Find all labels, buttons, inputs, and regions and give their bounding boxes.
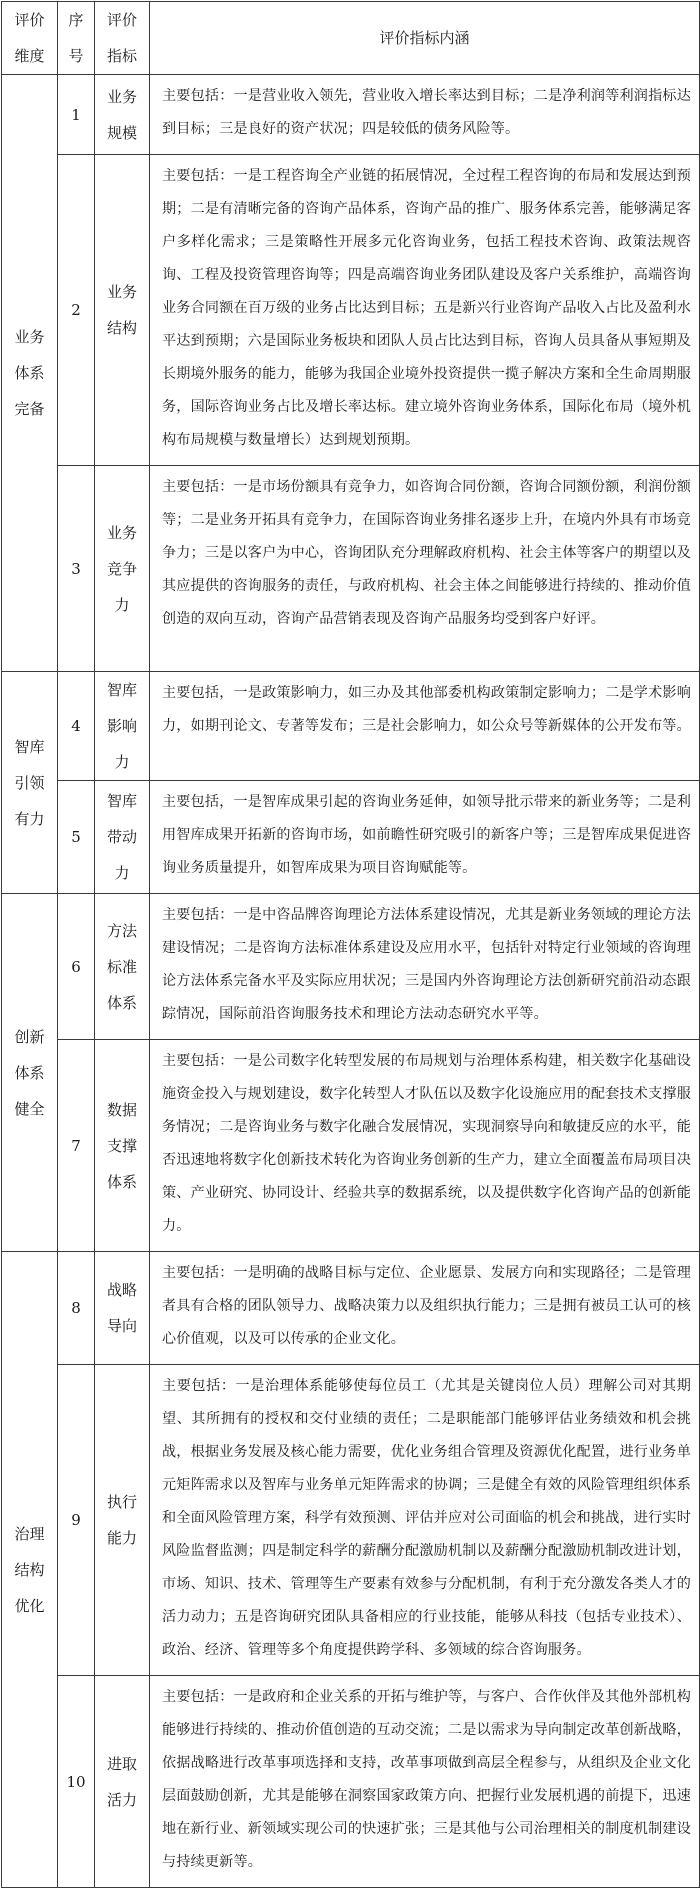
table-row (2, 155, 700, 466)
row-number: 8 (58, 1252, 95, 1365)
indicator-content: 主要包括：一是市场份额具有竞争力，如咨询合同份额，咨询合同额份额，利润份额等；二是业务开拓具有竞争力，在国际咨询业务排名逐步上升，在境内外具有市场竞争力；三是以客户为中心，咨询团队充分理解政府机构、社会主体等客户的期望以及其应提供的咨询服务的责任，与政府机构、社会主体之间能够进行持续的、推动价值创造的双向互动，咨询产品营销表现及咨询产品服务均受到客户好评。 (150, 466, 700, 672)
evaluation-table-container (1, 1, 699, 1888)
indicator-cell: 方法 标准 体系 (95, 894, 150, 1040)
header-content: 评价指标内涵 (150, 2, 700, 75)
indicator-cell: 智库 带动 力 (95, 781, 150, 894)
indicator-content: 主要包括：一是工程咨询全产业链的拓展情况，全过程工程咨询的布局和发展达到预期；二是有清晰完备的咨询产品体系，咨询产品的推广、服务体系完善，能够满足客户多样化需求；三是策略性开展多元化咨询业务，包括工程技术咨询、政策法规咨询、工程及投资管理咨询等；四是高端咨询业务团队建设及客户关系维护，高端咨询业务合同额在百万级的业务占比达到目标；五是新兴行业咨询产品收入占比及盈利水平达到预期；六是国际业务板块和团队人员占比达到目标，咨询人员具备从事短期及长期境外服务的能力，能够为我国企业境外投资提供一揽子解决方案和全生命周期服务，国际咨询业务占比及增长率达标。建立境外咨询业务体系，国际化布局（境外机构布局规模与数量增长）达到规划预期。 (150, 155, 700, 466)
indicator-content: 主要包括：一是政府和企业关系的开拓与维护等，与客户、合作伙伴及其他外部机构能够进行持续的、推动价值创造的互动交流；二是以需求为导向制定改革创新战略，依据战略进行改革事项选择和支持，改革事项做到高层全程参与，从组织及企业文化层面鼓励创新，尤其是能够在洞察国家政策方向、把握行业发展机遇的前提下，迅速地在新行业、新领域实现公司的快速扩张；三是其他与公司治理相关的制度机制建设与持续更新等。 (150, 1676, 700, 1888)
indicator-content: 主要包括：一是营业收入领先，营业收入增长率达到目标；二是净利润等利润指标达到目标；三是良好的资产状况；四是较低的债务风险等。 (150, 75, 700, 155)
row-number: 1 (58, 75, 95, 155)
table-row (2, 1040, 700, 1252)
dimension-cell: 业务 体系 完备 (2, 75, 58, 672)
header-dimension: 评价 维度 (2, 2, 58, 75)
row-number: 10 (58, 1676, 95, 1888)
indicator-cell: 智库 影响 力 (95, 672, 150, 781)
table-row (2, 781, 700, 894)
evaluation-index-table (1, 1, 700, 1888)
table-row (2, 466, 700, 672)
table-row (2, 75, 700, 155)
dimension-cell: 智库 引领 有力 (2, 672, 58, 894)
indicator-cell: 业务 竞争 力 (95, 466, 150, 672)
indicator-content: 主要包括：一是治理体系能够使每位员工（尤其是关键岗位人员）理解公司对其期望、其所拥有的授权和交付业绩的责任；二是职能部门能够评估业务绩效和机会挑战，根据业务发展及核心能力需要，优化业务组合管理及资源优化配置，进行业务单元矩阵需求以及智库与业务单元矩阵需求的协调；三是健全有效的风险管理组织体系和全面风险管理方案，科学有效预测、评估并应对公司面临的机会和挑战，进行实时风险监督监测；四是制定科学的薪酬分配激励机制以及薪酬分配激励机制改进计划，市场、知识、技术、管理等生产要素有效参与分配机制，有利于充分激发各类人才的活力动力；五是咨询研究团队具备相应的行业技能，能够从科技（包括专业技术）、政治、经济、管理等多个角度提供跨学科、多领域的综合咨询服务。 (150, 1365, 700, 1676)
dimension-cell: 创新 体系 健全 (2, 894, 58, 1252)
indicator-cell: 战略 导向 (95, 1252, 150, 1365)
table-row (2, 1676, 700, 1888)
indicator-content: 主要包括，一是政策影响力，如三办及其他部委机构政策制定影响力；二是学术影响力，如期刊论文、专著等发布；三是社会影响力，如公众号等新媒体的公开发布等。 (150, 672, 700, 781)
row-number: 3 (58, 466, 95, 672)
indicator-cell: 进取 活力 (95, 1676, 150, 1888)
indicator-content: 主要包括：一是中咨品牌咨询理论方法体系建设情况，尤其是新业务领域的理论方法建设情况；二是咨询方法标准体系建设及应用水平，包括针对特定行业领域的咨询理论方法体系完备水平及实际应用状况；三是国内外咨询理论方法创新研究前沿动态跟踪情况，国际前沿咨询服务技术和理论方法动态研究水平等。 (150, 894, 700, 1040)
indicator-content: 主要包括：一是明确的战略目标与定位、企业愿景、发展方向和实现路径；二是管理者具有合格的团队领导力、战略决策力以及组织执行能力；三是拥有被员工认可的核心价值观，以及可以传承的企业文化。 (150, 1252, 700, 1365)
indicator-content: 主要包括，一是智库成果引起的咨询业务延伸，如领导批示带来的新业务等；二是利用智库成果开拓新的咨询市场，如前瞻性研究吸引的新客户等；三是智库成果促进咨询业务质量提升，如智库成果为项目咨询赋能等。 (150, 781, 700, 894)
row-number: 2 (58, 155, 95, 466)
table-row (2, 1365, 700, 1676)
indicator-cell: 执行 能力 (95, 1365, 150, 1676)
header-row (2, 2, 700, 75)
table-row (2, 894, 700, 1040)
row-number: 9 (58, 1365, 95, 1676)
row-number: 6 (58, 894, 95, 1040)
indicator-cell: 数据 支撑 体系 (95, 1040, 150, 1252)
dimension-cell: 治理 结构 优化 (2, 1252, 58, 1888)
row-number: 7 (58, 1040, 95, 1252)
row-number: 5 (58, 781, 95, 894)
header-index: 序 号 (58, 2, 95, 75)
table-row (2, 1252, 700, 1365)
header-indicator: 评价 指标 (95, 2, 150, 75)
indicator-cell: 业务 结构 (95, 155, 150, 466)
row-number: 4 (58, 672, 95, 781)
indicator-cell: 业务 规模 (95, 75, 150, 155)
table-row (2, 672, 700, 781)
indicator-content: 主要包括：一是公司数字化转型发展的布局规划与治理体系构建，相关数字化基础设施资金投入与规划建设，数字化转型人才队伍以及数字化设施应用的配套技术支撑服务情况；二是咨询业务与数字化融合发展情况，实现洞察导向和敏捷反应的水平，能否迅速地将数字化创新技术转化为咨询业务创新的生产力，建立全面覆盖布局项目决策、产业研究、协同设计、经验共享的数据系统，以及提供数字化咨询产品的创新能力。 (150, 1040, 700, 1252)
